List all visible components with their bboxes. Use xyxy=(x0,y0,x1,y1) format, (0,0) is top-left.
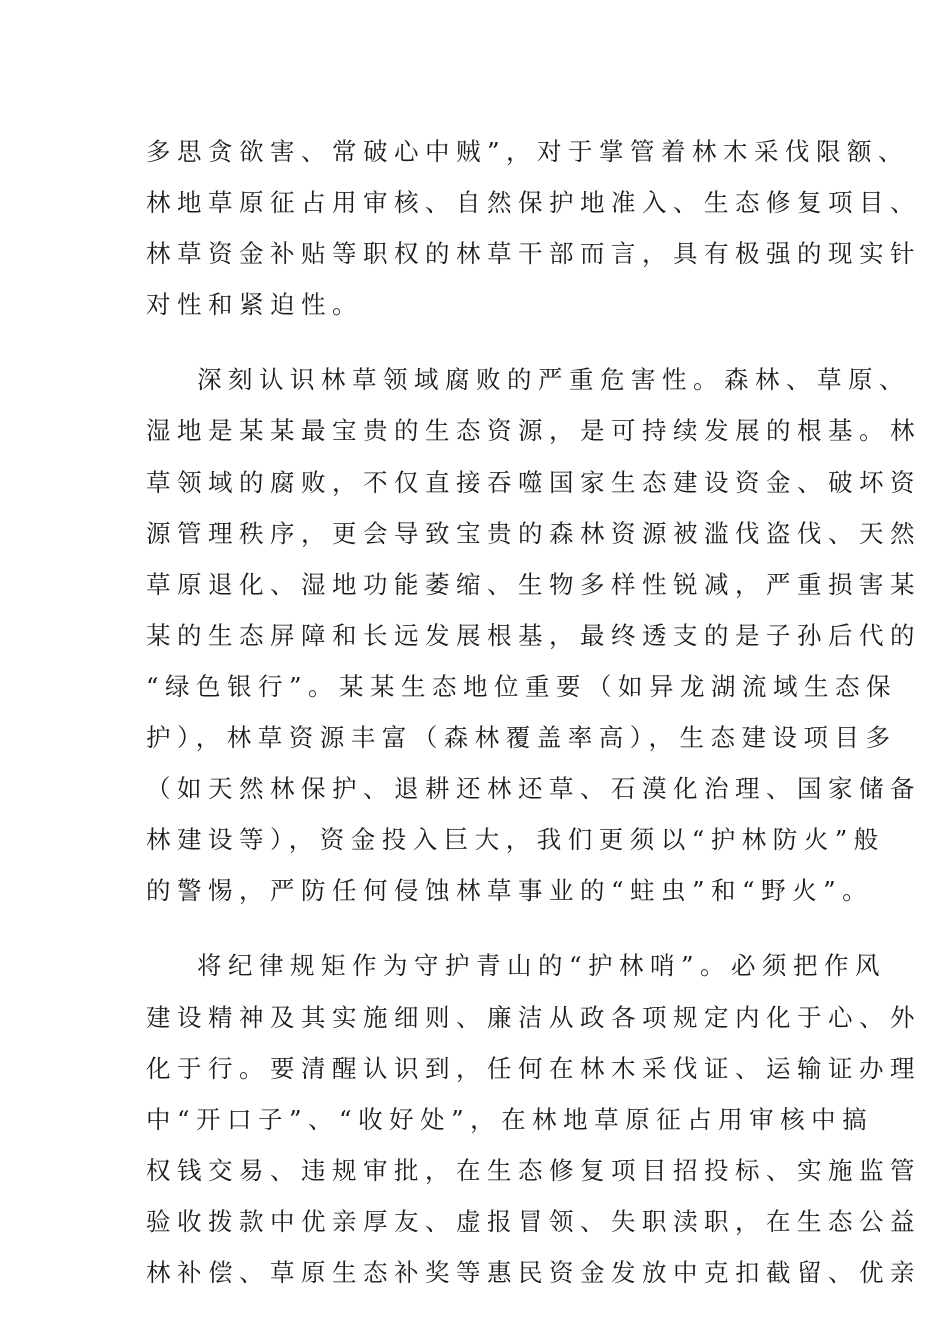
text-line: 多思贪欲害、常破心中贼”，对于掌管着林木采伐限额、 xyxy=(146,137,910,166)
text-line: 的警惕，严防任何侵蚀林草事业的“蛀虫”和“野火”。 xyxy=(146,876,874,906)
text-line: 化于行。要清醒认识到，任何在林木采伐证、运输证办理 xyxy=(146,1053,921,1083)
paragraph-gap xyxy=(146,916,806,940)
text-line: 权钱交易、违规审批，在生态修复项目招投标、实施监管 xyxy=(146,1155,921,1185)
text-line: 护），林草资源丰富（森林覆盖率高），生态建设项目多 xyxy=(146,723,897,753)
paragraph-2 xyxy=(146,354,921,916)
paragraph-3 xyxy=(146,940,921,1298)
text-line: 林草资金补贴等职权的林草干部而言，具有极强的现实针 xyxy=(146,239,921,269)
text-line: 草原退化、湿地功能萎缩、生物多样性锐减，严重损害某 xyxy=(146,569,921,599)
text-line: 源管理秩序，更会导致宝贵的森林资源被滥伐盗伐、天然 xyxy=(146,518,921,548)
paragraph-1 xyxy=(146,126,921,330)
text-line: （如天然林保护、退耕还林还草、石漠化治理、国家储备 xyxy=(146,774,921,804)
paragraph-gap xyxy=(146,330,806,354)
document-body xyxy=(146,126,921,1298)
text-line: “绿色银行”。某某生态地位重要（如异龙湖流域生态保 xyxy=(146,671,898,701)
text-line: 对性和紧迫性。 xyxy=(146,290,363,320)
text-line: 建设精神及其实施细则、廉洁从政各项规定内化于心、外 xyxy=(146,1002,921,1032)
text-line: 林地草原征占用审核、自然保护地准入、生态修复项目、 xyxy=(146,188,921,218)
text-line: 将纪律规矩作为守护青山的“护林哨”。必须把作风 xyxy=(197,951,887,981)
text-line: 林补偿、草原生态补奖等惠民资金发放中克扣截留、优亲 xyxy=(146,1257,921,1287)
text-line: 中“开口子”、“收好处”，在林地草原征占用审核中搞 xyxy=(146,1104,874,1134)
text-line: 草领域的腐败，不仅直接吞噬国家生态建设资金、破坏资 xyxy=(146,467,921,497)
text-line: 验收拨款中优亲厚友、虚报冒领、失职渎职，在生态公益 xyxy=(146,1206,921,1236)
text-line: 林建设等），资金投入巨大，我们更须以“护林防火”般 xyxy=(146,825,885,855)
text-line: 深刻认识林草领域腐败的严重危害性。森林、草原、 xyxy=(197,365,910,395)
text-line: 某的生态屏障和长远发展根基，最终透支的是子孙后代的 xyxy=(146,620,921,650)
text-line: 湿地是某某最宝贵的生态资源，是可持续发展的根基。林 xyxy=(146,416,921,446)
